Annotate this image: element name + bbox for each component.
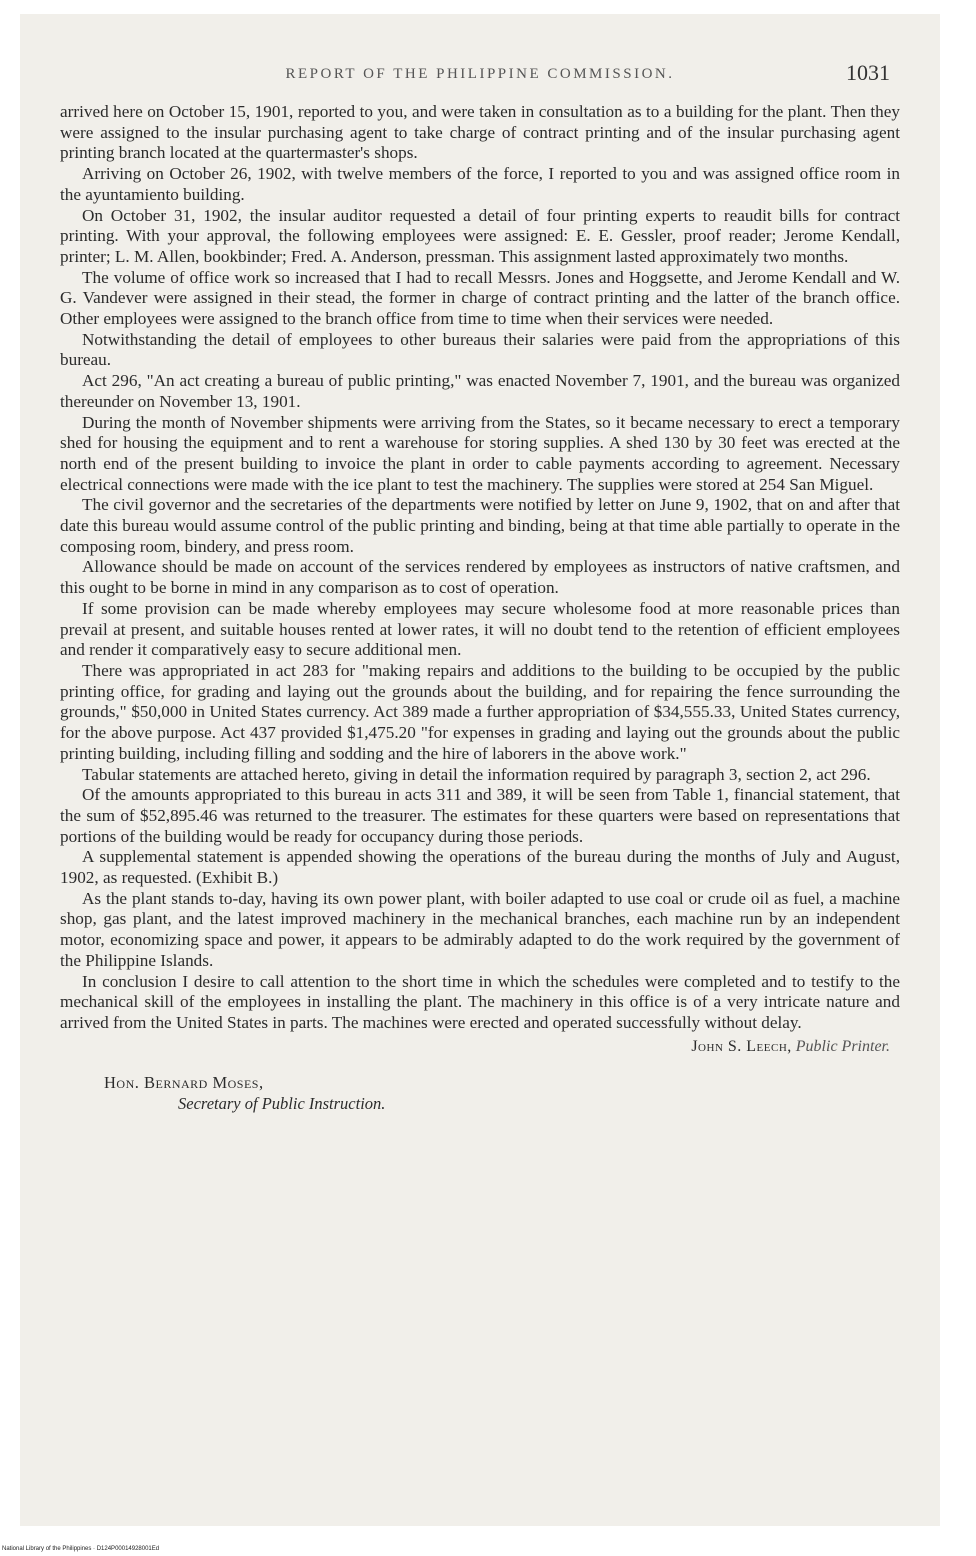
signer-title: Public Printer.: [795, 1037, 890, 1055]
scanned-page: [20, 14, 940, 1526]
paragraph: Act 296, "An act creating a bureau of public printing," was enacted November 7, 1901, and the bureau was organized thereunder on November 13, 1901.: [60, 371, 900, 411]
paragraph: There was appropriated in act 283 for "making repairs and additions to the building to be occupied by the public printing office, for grading and laying out the grounds about the building, and for repairing the fence surrounding the grounds," $50,000 in United States currency. Act 389 made a further appropriation of $34,555.33, United States currency, for the above purpose. Act 437 provided $1,475.20 "for expenses in grading and laying out the grounds about the public printing building, including filling and sodding and the hire of laborers in the above work.": [60, 660, 900, 763]
paragraph: On October 31, 1902, the insular auditor requested a detail of four printing experts to reaudit bills for contract printing. With your approval, the following employees were assigned: E. E. Gessler, proof reader; Jerome Kendall, printer; L. M. Allen, bookbinder; Fred. A. Anderson, pressman. This assignment lasted approximately two months.: [60, 205, 900, 266]
paragraph: As the plant stands to-day, having its own power plant, with boiler adapted to use coal or crude oil as fuel, a machine shop, gas plant, and the latest improved machinery in the mechanical branches, each machine run by an independent motor, economizing space and power, it appears to be admirably adapted to do the work required by the government of the Philippine Islands.: [60, 888, 900, 970]
paragraph: Notwithstanding the detail of employees to other bureaus their salaries were paid from the appropriations of this bureau.: [60, 329, 900, 370]
paragraph: arrived here on October 15, 1901, reported to you, and were taken in consultation as to a building for the plant. Then they were assigned to the insular purchasing agent to take charge of contract printing and of the insular purchasing agent printing branch located at the quartermaster's shops.: [60, 102, 900, 163]
paragraph: The civil governor and the secretaries of the departments were notified by letter on June 9, 1902, that on and after that date this bureau would assume control of the public printing and binding, being at that time able partially to operate in the composing room, bindery, and press room.: [60, 495, 900, 556]
document-page: [60, 60, 900, 1114]
addressee-title: Secretary of Public Instruction.: [178, 1093, 386, 1113]
page-header: [60, 60, 900, 94]
paragraph: Of the amounts appropriated to this bureau in acts 311 and 389, it will be seen from Table 1, financial statement, that the sum of $52,895.46 was returned to the treasurer. The estimates for these quarters were based on representations that portions of the building would be ready for occupancy during those periods.: [60, 785, 900, 846]
paragraph: The volume of office work so increased that I had to recall Messrs. Jones and Hoggsette, and Jerome Kendall and W. G. Vandever were assigned in their stead, the former in charge of contract printing and the latter of the branch office. Other employees were assigned to the branch office from time to time when their services were needed.: [60, 267, 900, 329]
body-text: [60, 102, 900, 1034]
signature: [60, 1038, 900, 1056]
page-number: 1031: [846, 60, 890, 85]
running-title: REPORT OF THE PHILIPPINE COMMISSION.: [285, 66, 675, 82]
paragraph: Allowance should be made on account of the services rendered by employees as instructors of native craftsmen, and this ought to be borne in mind in any comparison as to cost of operation.: [60, 557, 900, 598]
addressee-block: [104, 1072, 900, 1114]
signer-name: John S. Leech,: [691, 1037, 792, 1055]
paragraph: During the month of November shipments were arriving from the States, so it became necessary to erect a temporary shed for housing the equipment and to rent a warehouse for storing supplies. A shed 130 by 30 feet was erected at the north end of the present building to invoice the plant in order to cable payments according to agreement. Necessary electrical connections were made with the ice plant to test the machinery. The supplies were stored at 254 San Miguel.: [60, 412, 900, 494]
paragraph: If some provision can be made whereby employees may secure wholesome food at more reasonable prices than prevail at present, and suitable houses rented at lower rates, it will no doubt tend to the retention of efficient employees and render it comparatively easy to secure additional men.: [60, 598, 900, 660]
footer-credit: National Library of the Philippines · D124P00014928001Ed: [2, 1546, 160, 1552]
paragraph: A supplemental statement is appended showing the operations of the bureau during the months of July and August, 1902, as requested. (Exhibit B.): [60, 847, 900, 888]
addressee-name: Hon. Bernard Moses,: [104, 1072, 264, 1092]
paragraph: In conclusion I desire to call attention to the short time in which the schedules were completed and to testify to the mechanical skill of the employees in installing the plant. The machinery in this office is of a very intricate nature and arrived from the United States in parts. The machines were erected and operated successfully without delay.: [60, 971, 900, 1032]
paragraph: Tabular statements are attached hereto, giving in detail the information required by paragraph 3, section 2, act 296.: [82, 764, 871, 784]
paragraph: Arriving on October 26, 1902, with twelve members of the force, I reported to you and was assigned office room in the ayuntamiento building.: [60, 164, 900, 204]
